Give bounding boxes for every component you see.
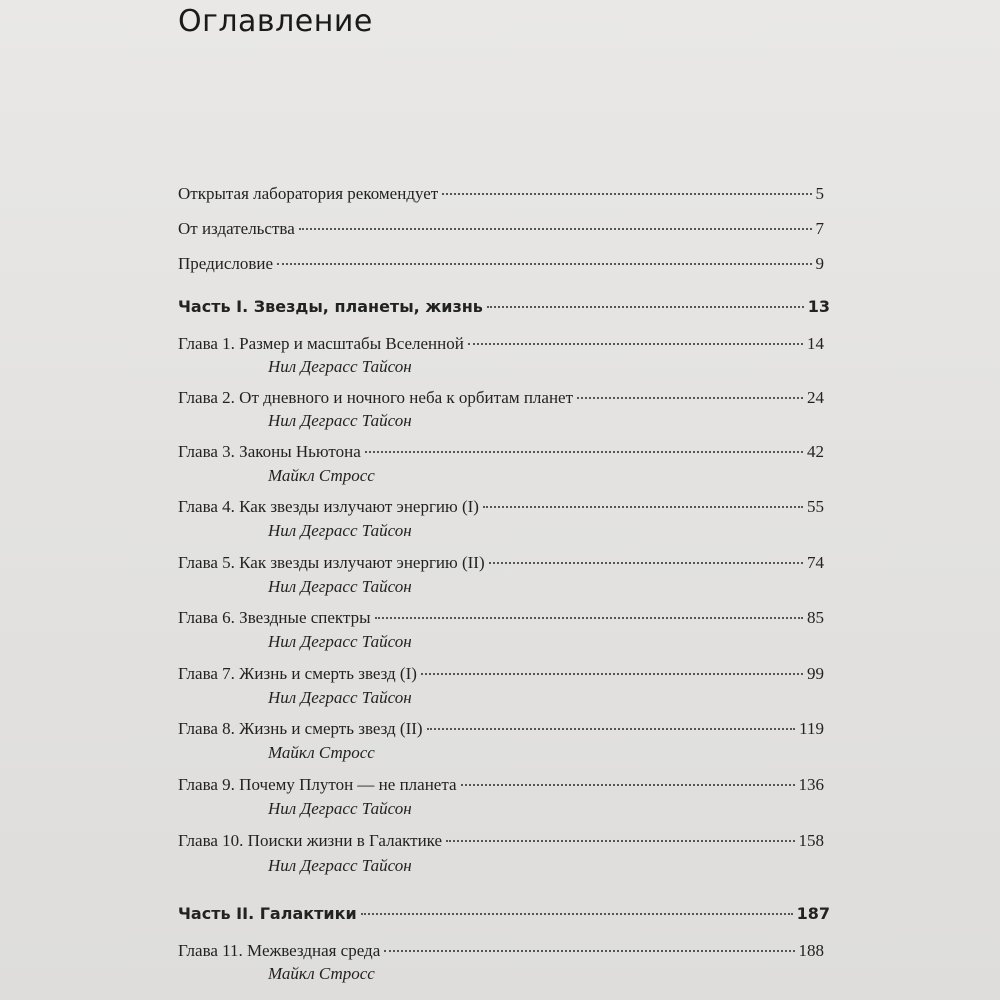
toc-chapter [178, 941, 824, 963]
toc-chapter [178, 664, 824, 686]
toc-chapter-title: Глава 10. Поиски жизни в Галактике [178, 831, 443, 850]
dot-leader [277, 263, 811, 265]
toc-entry-title: Предисловие [178, 254, 274, 273]
toc-chapter-page: 74 [807, 553, 824, 572]
toc-chapter [178, 388, 824, 410]
toc-chapter [178, 775, 824, 797]
dot-leader [487, 306, 804, 308]
toc-part [178, 297, 830, 319]
toc-entry-title: От издательства [178, 219, 295, 238]
toc-chapter [178, 497, 824, 519]
toc-chapter [178, 831, 824, 853]
toc-chapter-title: Глава 6. Звездные спектры [178, 608, 371, 627]
toc-chapter-author: Майкл Стросс [268, 743, 375, 762]
toc-part-title: Часть I. Звезды, планеты, жизнь [178, 297, 483, 316]
toc-chapter-page: 42 [807, 442, 824, 461]
toc-chapter-title: Глава 2. От дневного и ночного неба к орбитам планет [178, 388, 574, 407]
toc-part-page: 13 [807, 297, 830, 316]
toc-chapter-author: Нил Деграсс Тайсон [268, 357, 412, 376]
toc-chapter [178, 442, 824, 464]
toc-chapter-page: 55 [807, 497, 824, 516]
dot-leader [375, 617, 803, 619]
toc-entry-page: 9 [815, 254, 824, 273]
toc-chapter-author: Нил Деграсс Тайсон [268, 632, 412, 651]
toc-chapter-title: Глава 4. Как звезды излучают энергию (I) [178, 497, 479, 516]
toc-chapter-title: Глава 8. Жизнь и смерть звезд (II) [178, 719, 423, 738]
toc-chapter [178, 553, 824, 575]
dot-leader [442, 193, 811, 195]
toc-chapter-page: 24 [807, 388, 824, 407]
dot-leader [361, 913, 793, 915]
dot-leader [427, 728, 796, 730]
toc-chapter-author: Нил Деграсс Тайсон [268, 577, 412, 596]
dot-leader [421, 673, 803, 675]
dot-leader [365, 451, 803, 453]
dot-leader [384, 950, 794, 952]
toc-chapter-title: Глава 3. Законы Ньютона [178, 442, 361, 461]
dot-leader [577, 397, 803, 399]
toc-entry [178, 184, 824, 206]
toc-chapter-page: 136 [798, 775, 824, 794]
toc-chapter [178, 719, 824, 741]
toc-chapter [178, 334, 824, 356]
toc-chapter-author: Нил Деграсс Тайсон [268, 856, 412, 875]
toc-part-page: 187 [796, 904, 830, 923]
page-title: Оглавление [178, 4, 373, 39]
toc-chapter-author: Нил Деграсс Тайсон [268, 688, 412, 707]
toc-part-title: Часть II. Галактики [178, 904, 357, 923]
toc-entry [178, 254, 824, 276]
toc-entry [178, 219, 824, 241]
toc-chapter-title: Глава 1. Размер и масштабы Вселенной [178, 334, 464, 353]
toc-chapter [178, 608, 824, 630]
toc-chapter-title: Глава 11. Межвездная среда [178, 941, 381, 960]
dot-leader [299, 228, 812, 230]
toc-chapter-title: Глава 5. Как звезды излучают энергию (II) [178, 553, 485, 572]
toc-chapter-page: 158 [798, 831, 824, 850]
toc-chapter-author: Нил Деграсс Тайсон [268, 411, 412, 430]
toc-entry-page: 7 [815, 219, 824, 238]
toc-chapter-page: 14 [807, 334, 824, 353]
dot-leader [468, 343, 803, 345]
toc-chapter-title: Глава 7. Жизнь и смерть звезд (I) [178, 664, 417, 683]
dot-leader [461, 784, 795, 786]
toc-chapter-author: Нил Деграсс Тайсон [268, 521, 412, 540]
toc-chapter-title: Глава 9. Почему Плутон — не планета [178, 775, 457, 794]
toc-chapter-author: Майкл Стросс [268, 964, 375, 983]
dot-leader [446, 840, 794, 842]
toc-part [178, 904, 830, 926]
toc-chapter-author: Майкл Стросс [268, 466, 375, 485]
toc-chapter-page: 188 [798, 941, 824, 960]
toc-chapter-author: Нил Деграсс Тайсон [268, 799, 412, 818]
dot-leader [489, 562, 803, 564]
dot-leader [483, 506, 803, 508]
toc-chapter-page: 119 [799, 719, 824, 738]
toc-entry-title: Открытая лаборатория рекомендует [178, 184, 439, 203]
toc-chapter-page: 99 [807, 664, 824, 683]
toc-chapter-page: 85 [807, 608, 824, 627]
toc-entry-page: 5 [815, 184, 824, 203]
